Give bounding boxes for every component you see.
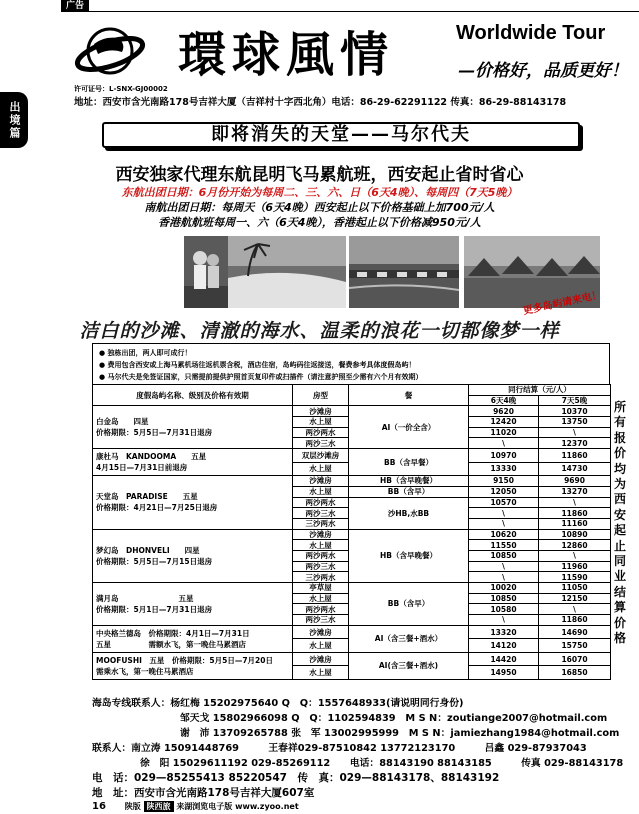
price-7d: 10890 [539,529,611,540]
title-banner [102,122,580,148]
price-6d: 14950 [469,666,539,680]
meal-plan: BB（含早餐） [349,449,469,476]
contact-line: 邹天戈 15802966098 Q Q：1102594839 M S N：zoutiange2007@hotmail.com [180,713,608,724]
price-7d: 14730 [539,462,611,476]
price-7d: \ [539,497,611,508]
room-type: 沙滩房 [293,625,349,639]
beach-photo [228,236,346,308]
couple-photo [184,236,228,308]
price-7d: 12860 [539,540,611,551]
resort-cell [93,406,293,449]
page-number: 16 [92,801,106,812]
room-type: 沙滩房 [293,406,349,417]
price-7d: 13750 [539,417,611,428]
price-7d: 12370 [539,438,611,449]
contact-line: 联系人：南立涛 15091448769 王春祥029-87510842 13772123170 吕鑫 029-87937043 [92,743,587,754]
table-row [93,652,611,666]
price-7d: 13270 [539,486,611,497]
room-type: 两沙三水 [293,561,349,572]
room-type: 两沙三水 [293,615,349,626]
price-6d: 10020 [469,583,539,594]
meal-plan: BB（含早） [349,583,469,626]
room-type: 两沙三水 [293,438,349,449]
resort-cell [93,583,293,626]
resort-dates: 价格期限：4月21日—7月25日退房 [96,503,218,513]
footer [92,801,632,814]
price-7d: 15750 [539,639,611,653]
edition-label: 陕版 [124,802,141,811]
header-price-group: 同行结算（元/人） [469,385,611,396]
magazine-logo: 陕西旅 [144,801,174,812]
room-type: 三沙两水 [293,518,349,529]
price-7d: 10370 [539,406,611,417]
room-type: 亭草屋 [293,583,349,594]
room-type: 两沙两水 [293,427,349,438]
room-type: 两沙两水 [293,604,349,615]
price-7d: 11160 [539,518,611,529]
price-6d: 10620 [469,529,539,540]
resort-name: 梦幻岛 DHONVELI 四星 [96,545,200,555]
table-row [93,625,611,639]
price-6d: 14420 [469,652,539,666]
price-6d: 13330 [469,462,539,476]
resort-name: 天堂岛 PARADISE 五星 [96,492,198,502]
price-6d: \ [469,615,539,626]
meal-plan: AI（一价全含） [349,406,469,449]
resort-dates: 价格期限：5月1日—7月31日退房 [96,604,213,614]
price-6d: \ [469,438,539,449]
price-7d: 14690 [539,625,611,639]
room-type: 两沙三水 [293,508,349,519]
price-7d: 11860 [539,508,611,519]
price-7d: 16850 [539,666,611,680]
contact-line: 徐 阳 15029611192 029-85269112 电话：88143190 88143185 传真 029-88143178 [140,758,624,769]
slogan: —价格好，品质更好！ [458,61,628,81]
price-6d: \ [469,508,539,519]
more-islands-callout: 更多岛屿请来电！ [522,289,603,318]
room-type: 沙滩房 [293,652,349,666]
header-meal: 餐 [349,385,469,406]
company-address: 地址：西安市含光南路178号吉祥大厦（吉祥村十字西北角）电话：86-29-62291122 传真：86-29-88143178 [74,97,567,108]
resort-name: 满月岛 五星 [96,593,194,603]
banner-title: 即将消失的天堂——马尔代夫 [211,124,471,145]
pricing-side-note: 所有报价均为西安起止同业结算价格 [613,400,626,646]
price-7d: 16070 [539,652,611,666]
room-type: 沙滩房 [293,476,349,487]
room-type: 水上屋 [293,593,349,604]
price-7d: \ [539,604,611,615]
resort-dates: 4月15日—7月31日前退房 [96,463,188,473]
table-row [93,583,611,594]
note-line: ● 费用包含西安或上海马累机场往返机票含税，酒店住宿，岛屿码往返接送，餐费参考具体度假岛屿！ [99,361,416,369]
section-tab: 出境篇 [0,92,28,148]
resort-name: 康杜马 KANDOOMA 五星 [96,452,207,462]
room-type: 两沙两水 [293,550,349,561]
header-6-days: 6天4晚 [469,395,539,406]
resort-cell [93,449,293,476]
price-6d: \ [469,572,539,583]
top-rule [61,11,639,12]
contact-address: 地 址：西安市含光南路178号吉祥大厦607室 [92,787,315,799]
resort-cell [93,476,293,529]
contact-line: 谢 沛 13709265788 张 军 13002995999 M S N：jamiezhang1984@hotmail.com [180,728,620,739]
globe-logo-icon [74,22,146,80]
room-type: 水上屋 [293,666,349,680]
price-6d: \ [469,561,539,572]
meal-plan: AI(含三餐+酒水) [349,652,469,679]
price-7d: 11860 [539,449,611,463]
meal-plan: 沙HB,水BB [349,497,469,529]
price-7d: 11590 [539,572,611,583]
subhead-schedule-southern: 南航出团日期：每周天（6天4晚）西安起止以下价格基础上加700元/人 [144,201,495,214]
price-7d: 11860 [539,615,611,626]
ad-tag: 广告 [61,0,89,12]
note-line: ● 独栋出团，两人即可成行！ [99,349,192,357]
notes-box [92,343,610,385]
price-7d: 11960 [539,561,611,572]
resort-dates: 价格期限：5月5日—7月31日退房 [96,428,213,438]
price-6d: 12050 [469,486,539,497]
table-row [93,449,611,463]
price-7d: 9690 [539,476,611,487]
room-type: 水上屋 [293,486,349,497]
subhead-main: 西安独家代理东航昆明飞马累航班，西安起止省时省心 [115,165,524,185]
tagline: 洁白的沙滩、清澈的海水、温柔的浪花一切都像梦一样 [79,320,560,342]
room-type: 水上屋 [293,462,349,476]
resort-cell [93,652,293,679]
header-resort: 度假岛屿名称、级别及价格有效期 [93,385,293,406]
price-7d: 11050 [539,583,611,594]
price-6d: 10970 [469,449,539,463]
header [66,16,632,106]
water-villa-photo [349,236,459,308]
resort-dates: 价格期限：5月5日—7月15日退房 [96,556,213,566]
room-type: 双层沙滩房 [293,449,349,463]
price-7d: \ [539,427,611,438]
header-7-days: 7天5晚 [539,395,611,406]
price-6d: 11020 [469,427,539,438]
resort-dates: 五星 需额水飞，第一晚住马累酒店 [96,639,246,649]
price-6d: 10580 [469,604,539,615]
brand-name-en: Worldwide Tour [456,22,606,44]
room-type: 沙滩房 [293,529,349,540]
resort-dates: 需乘水飞，第一晚住马累酒店 [96,666,194,676]
table-row [93,476,611,487]
room-type: 两沙两水 [293,497,349,508]
meal-plan: AI（含三餐+酒水） [349,625,469,652]
room-type: 水上屋 [293,417,349,428]
price-table [92,384,611,680]
price-6d: 9620 [469,406,539,417]
table-header-row [93,385,611,396]
price-6d: 10850 [469,593,539,604]
contacts-block [92,696,632,801]
resort-name: 中央格兰德岛 价格期限：4月1日—7月31日 [96,628,250,638]
table-row [93,529,611,540]
price-6d: 14120 [469,639,539,653]
price-6d: 10570 [469,497,539,508]
price-6d: 13320 [469,625,539,639]
price-6d: \ [469,518,539,529]
website-link[interactable]: 来湖浏览电子版 www.zyoo.net [176,802,299,811]
price-7d: \ [539,550,611,561]
photo-strip [184,236,600,308]
contact-phone-fax: 电 话：029—85255413 85220547 传 真：029—88143178、88143192 [92,772,500,784]
price-6d: 9150 [469,476,539,487]
license-number: 许可证号：L-SNX-GJ00002 [74,85,168,93]
price-6d: 10850 [469,550,539,561]
subhead-schedule-eastern: 东航出团日期：6月份开始为每周二、三、六、日（6天4晚）、每周四（7天5晚） [121,186,518,199]
meal-plan: BB（含早） [349,486,469,497]
resort-name: 白金岛 四星 [96,417,149,427]
meal-plan: HB（含早晚餐） [349,476,469,487]
price-6d: 12420 [469,417,539,428]
table-row [93,406,611,417]
note-line: ● 马尔代夫是免签证国家，只需提前提供护照首页复印件或扫描件（请注意护照至少需有六个月有效期） [99,373,423,381]
meal-plan: HB（含早晚餐） [349,529,469,582]
brand-name-cn: 環球風情 [178,27,395,83]
room-type: 水上屋 [293,540,349,551]
price-6d: 11550 [469,540,539,551]
room-type: 水上屋 [293,639,349,653]
price-7d: 12150 [539,593,611,604]
resort-name: MOOFUSHI 五星 价格期限：5月5日—7月20日 [96,655,273,665]
header-room: 房型 [293,385,349,406]
subhead-schedule-hongkong: 香港航航班每周一、六（6天4晚），香港起止以下价格减950元/人 [158,216,481,229]
room-type: 三沙两水 [293,572,349,583]
resort-cell [93,625,293,652]
contact-line: 海岛专线联系人：杨红梅 15202975640 Q Q：1557648933(请说明同行身份) [92,698,464,709]
resort-cell [93,529,293,582]
